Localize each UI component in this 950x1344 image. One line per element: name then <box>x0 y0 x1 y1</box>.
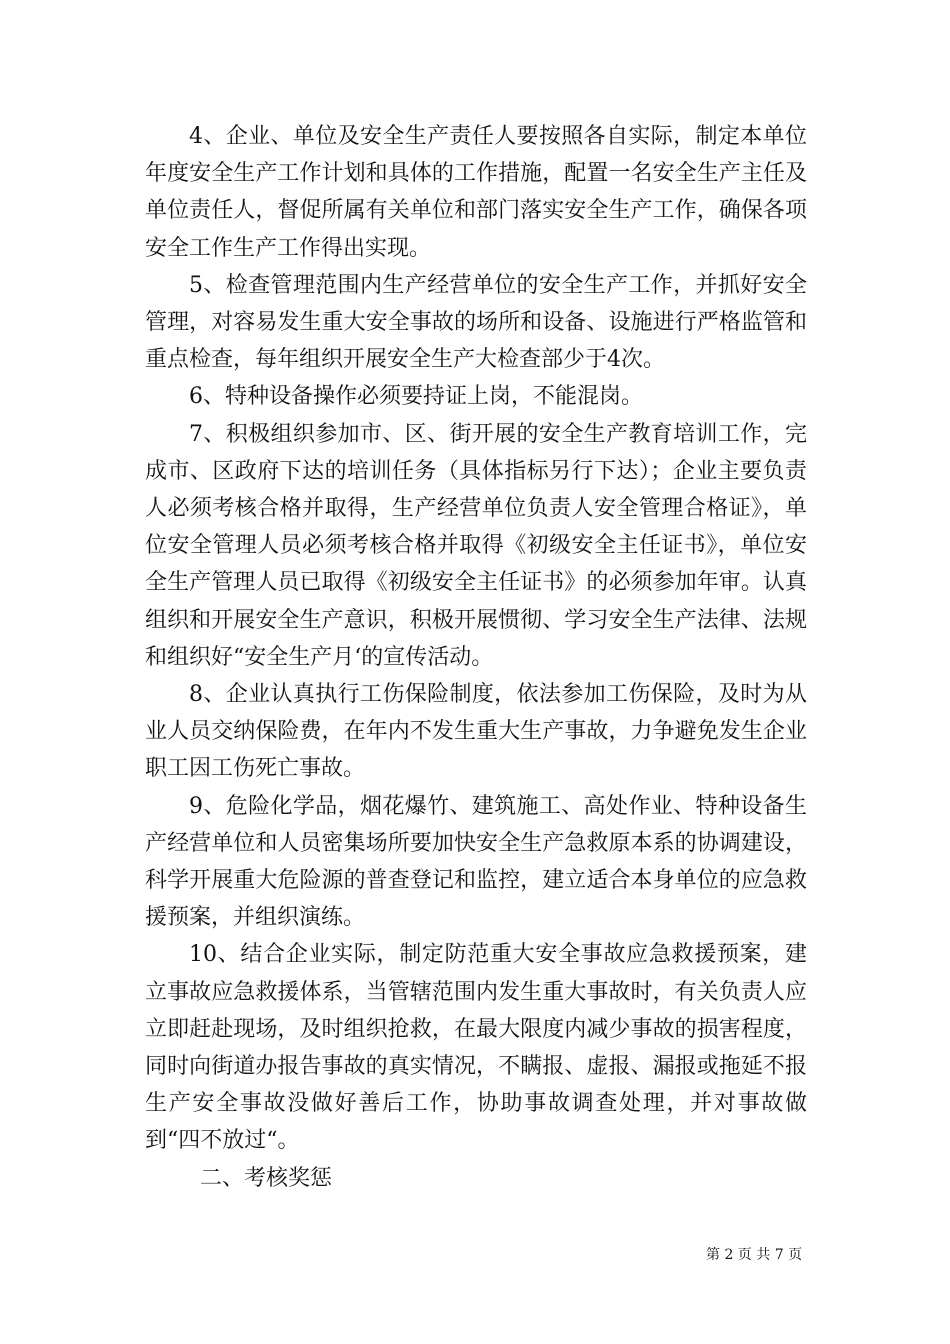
paragraph-item-9: 9、危险化学品，烟花爆竹、建筑施工、高处作业、特种设备生产经营单位和人员密集场所要加快安全生产急救原本系的协调建设，科学开展重大危险源的普查登记和监控，建立适合本身单位的应急救援预案，并组织演练。 <box>145 793 807 931</box>
paragraph-item-4: 4、企业、单位及安全生产责任人要按照各自实际，制定本单位年度安全生产工作计划和具体的工作措施，配置一名安全生产主任及单位责任人，督促所属有关单位和部门落实安全生产工作，确保各项安全工作生产工作得出实现。 <box>145 124 807 261</box>
paragraph-item-7: 7、积极组织参加市、区、街开展的安全生产教育培训工作，完成市、区政府下达的培训任务（具体指标另行下达）；企业主要负责人必须考核合格并取得，生产经营单位负责人安全管理合格证》，单位安全管理人员必须考核合格并取得《初级安全主任证书》，单位安全生产管理人员已取得《初级安全主任证书》的必须参加年审。认真组织和开展安全生产意识，积极开展惯彻、学习安全生产法律、法规和组织好“安全生产月‘的宣传活动。 <box>145 421 807 670</box>
paragraph-item-5: 5、检查管理范围内生产经营单位的安全生产工作，并抓好安全管理，对容易发生重大安全事故的场所和设备、设施进行严格监管和重点检查，每年组织开展安全生产大检查部少于4次。 <box>145 272 807 373</box>
paragraph-item-6: 6、特种设备操作必须要持证上岗，不能混岗。 <box>189 384 643 410</box>
paragraph-item-10: 10、结合企业实际，制定防范重大安全事故应急救援预案，建立事故应急救援体系，当管辖范围内发生重大事故时，有关负责人应立即赶赴现场，及时组织抢救，在最大限度内减少事故的损害程度，同时向街道办报告事故的真实情况，不瞒报、虚报、漏报或拖延不报生产安全事故没做好善后工作，协助事故调查处理，并对事故做到“四不放过“。 <box>145 942 807 1154</box>
page-number-footer: 第 2 页 共 7 页 <box>706 1247 803 1263</box>
paragraph-item-8: 8、企业认真执行工伤保险制度，依法参加工伤保险，及时为从业人员交纳保险费，在年内不发生重大生产事故，力争避免发生企业职工因工伤死亡事故。 <box>145 682 807 782</box>
section-heading: 二、考核奖惩 <box>200 1165 333 1191</box>
document-body <box>145 118 807 1197</box>
